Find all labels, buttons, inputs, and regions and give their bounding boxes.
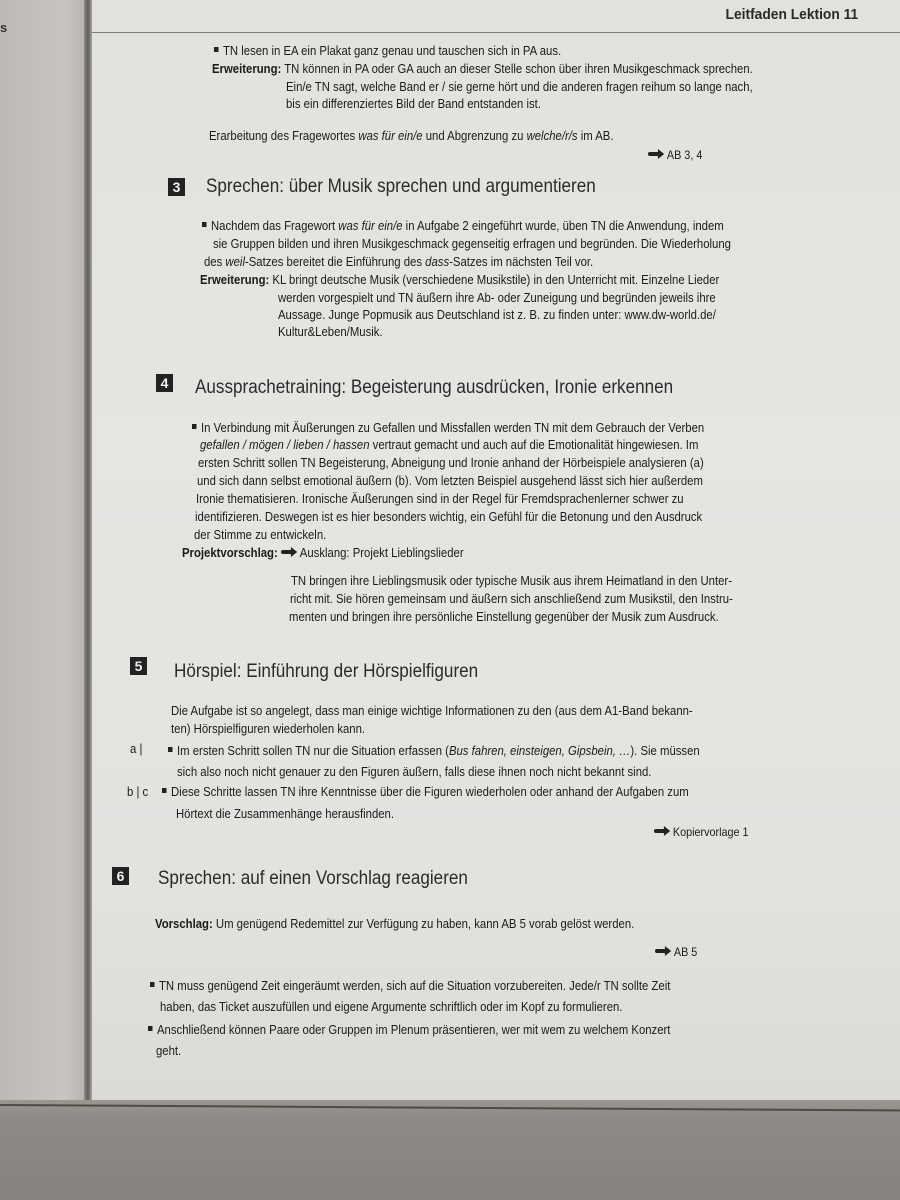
page-stack-below [0,1100,900,1200]
section-4-title: Aussprachetraining: Begeisterung ausdrücken, Ironie erkennen [195,377,674,398]
bullet-icon [148,1026,153,1031]
arrow-right-icon [655,947,671,955]
s6-bullet: TN muss genügend Zeit eingeräumt werden, sich auf die Situation vorzubereiten. Jede/r TN sollte Zeit [150,978,670,996]
s6-bullet-line: haben, das Ticket auszufüllen und eigene Argumente schriftlich oder im Kopf zu formulieren. [160,1000,623,1014]
s4-line: und sich dann selbst emotional äußern (b). Vom letzten Beispiel ausgehend lässt sich hier außerdem [197,474,703,488]
s4-projekt: Projektvorschlag: Ausklang: Projekt Lieblingslieder [182,546,464,560]
page-header-title: Leitfaden Lektion 11 [725,6,858,23]
s5-step-a-line: sich also noch nicht genauer zu den Figuren äußern, falls diese ihnen noch nicht bekannt sind. [177,765,652,779]
bullet-icon [162,788,167,793]
projekt-label: Projektvorschlag: [182,546,278,560]
s4-line: der Stimme zu entwickeln. [194,528,327,542]
s5-intro-line: Die Aufgabe ist so angelegt, dass man einige wichtige Informationen zu den (aus dem A1-Band bekann- [171,704,693,718]
s3-erweiterung-line: werden vorgespielt und TN äußern ihre Ab- oder Zuneigung und begründen jeweils ihre [278,291,716,305]
s5-intro-line: ten) Hörspielfiguren wiederholen kann. [171,722,366,736]
intro-erweiterung: Erweiterung: TN können in PA oder GA auch an dieser Stelle schon über ihren Musikgeschmack sprechen. [212,62,753,76]
bullet-icon [168,747,173,752]
section-5-title: Hörspiel: Einführung der Hörspielfiguren [174,661,479,682]
s5-step-a-label: a | [130,742,143,756]
erweiterung-label: Erweiterung: [200,273,270,287]
s5-step-bc-line: Hörtext die Zusammenhänge herausfinden. [176,807,395,821]
textbook-page [92,0,900,1105]
intro-erweiterung-line: bis ein differenziertes Bild der Band entstanden ist. [286,97,541,111]
s3-line: sie Gruppen bilden und ihren Musikgeschmack gegenseitig erfragen und begründen. Die Wiederholung [213,237,731,251]
s4-line: identifizieren. Deswegen ist es hier besonders wichtig, ein Gefühl für die Betonung und den Ausdruck [195,510,703,524]
s3-erweiterung-line: Aussage. Junge Popmusik aus Deutschland ist z. B. zu finden unter: www.dw-world.de/ [278,308,716,322]
s4-projekt-line: menten und bringen ihre persönliche Einstellung gegenüber der Musik zum Ausdruck. [289,610,719,624]
ab-reference: AB 5 [655,945,697,959]
section-number-4: 4 [156,374,173,392]
header-rule [92,32,900,33]
bullet-icon [150,982,155,987]
s3-line: des weil-Satzes bereitet die Einführung des dass-Satzes im nächsten Teil vor. [204,255,594,269]
section-number-5: 5 [130,657,147,675]
intro-erweiterung-line: Ein/e TN sagt, welche Band er / sie gerne hört und die anderen fragen reihum so lange nach, [286,80,753,94]
s4-line: gefallen / mögen / lieben / hassen vertraut gemacht und auch auf die Emotionalität hingewiesen. Im [200,438,699,452]
intro-erarbeitung: Erarbeitung des Fragewortes was für ein/e und Abgrenzung zu welche/r/s im AB. [209,129,614,143]
s5-step-a: Im ersten Schritt sollen TN nur die Situation erfassen (Bus fahren, einsteigen, Gipsbein, …). Sie müssen [168,743,700,761]
arrow-right-icon [648,150,664,158]
section-number-6: 6 [112,867,129,885]
section-number-3: 3 [168,178,185,196]
left-page-fragment: s [0,20,8,35]
s4-line: ersten Schritt sollen TN Begeisterung, Abneigung und Ironie anhand der Hörbeispiele analysieren (a) [198,456,704,470]
kopiervorlage-reference: Kopiervorlage 1 [654,825,749,839]
s4-projekt-line: TN bringen ihre Lieblingsmusik oder typische Musik aus ihrem Heimatland in den Unter- [291,574,732,588]
s3-erweiterung: Erweiterung: KL bringt deutsche Musik (verschiedene Musikstile) in den Unterricht mit. Einzelne Lieder [200,273,720,287]
bullet-icon [202,222,207,227]
s5-step-bc: Diese Schritte lassen TN ihre Kenntnisse über die Figuren wiederholen oder anhand der Aufgaben zum [162,784,689,802]
arrow-right-icon [654,827,670,835]
section-6-title: Sprechen: auf einen Vorschlag reagieren [158,868,468,889]
section-3-title: Sprechen: über Musik sprechen und argumentieren [206,176,596,197]
s3-bullet: Nachdem das Fragewort was für ein/e in Aufgabe 2 eingeführt wurde, üben TN die Anwendung, indem [202,218,724,236]
s4-projekt-line: richt mit. Sie hören gemeinsam und äußern sich anschließend zum Musikstil, den Instru- [290,592,733,606]
s5-step-bc-label: b | c [127,785,149,799]
bullet-icon [214,47,219,52]
s3-erweiterung-line: Kultur&Leben/Musik. [278,325,383,339]
left-page [0,0,92,1105]
arrow-right-icon [281,548,297,556]
s4-line: Ironie thematisieren. Ironische Äußerungen sind in der Regel für Fremdsprachenlerner schwer zu [196,492,684,506]
ab-reference: AB 3, 4 [648,148,702,162]
bullet-icon [192,424,197,429]
book-spine [84,0,92,1105]
s4-bullet: In Verbindung mit Äußerungen zu Gefallen und Missfallen werden TN mit dem Gebrauch der Verben [192,420,704,438]
s6-bullet-line: geht. [156,1044,182,1058]
s6-vorschlag: Vorschlag: Um genügend Redemittel zur Verfügung zu haben, kann AB 5 vorab gelöst werden. [155,917,635,931]
vorschlag-label: Vorschlag: [155,917,213,931]
intro-bullet: TN lesen in EA ein Plakat ganz genau und tauschen sich in PA aus. [214,43,561,61]
s6-bullet: Anschließend können Paare oder Gruppen im Plenum präsentieren, wer mit wem zu welchem Konzert [148,1022,670,1040]
erweiterung-label: Erweiterung: [212,62,282,76]
